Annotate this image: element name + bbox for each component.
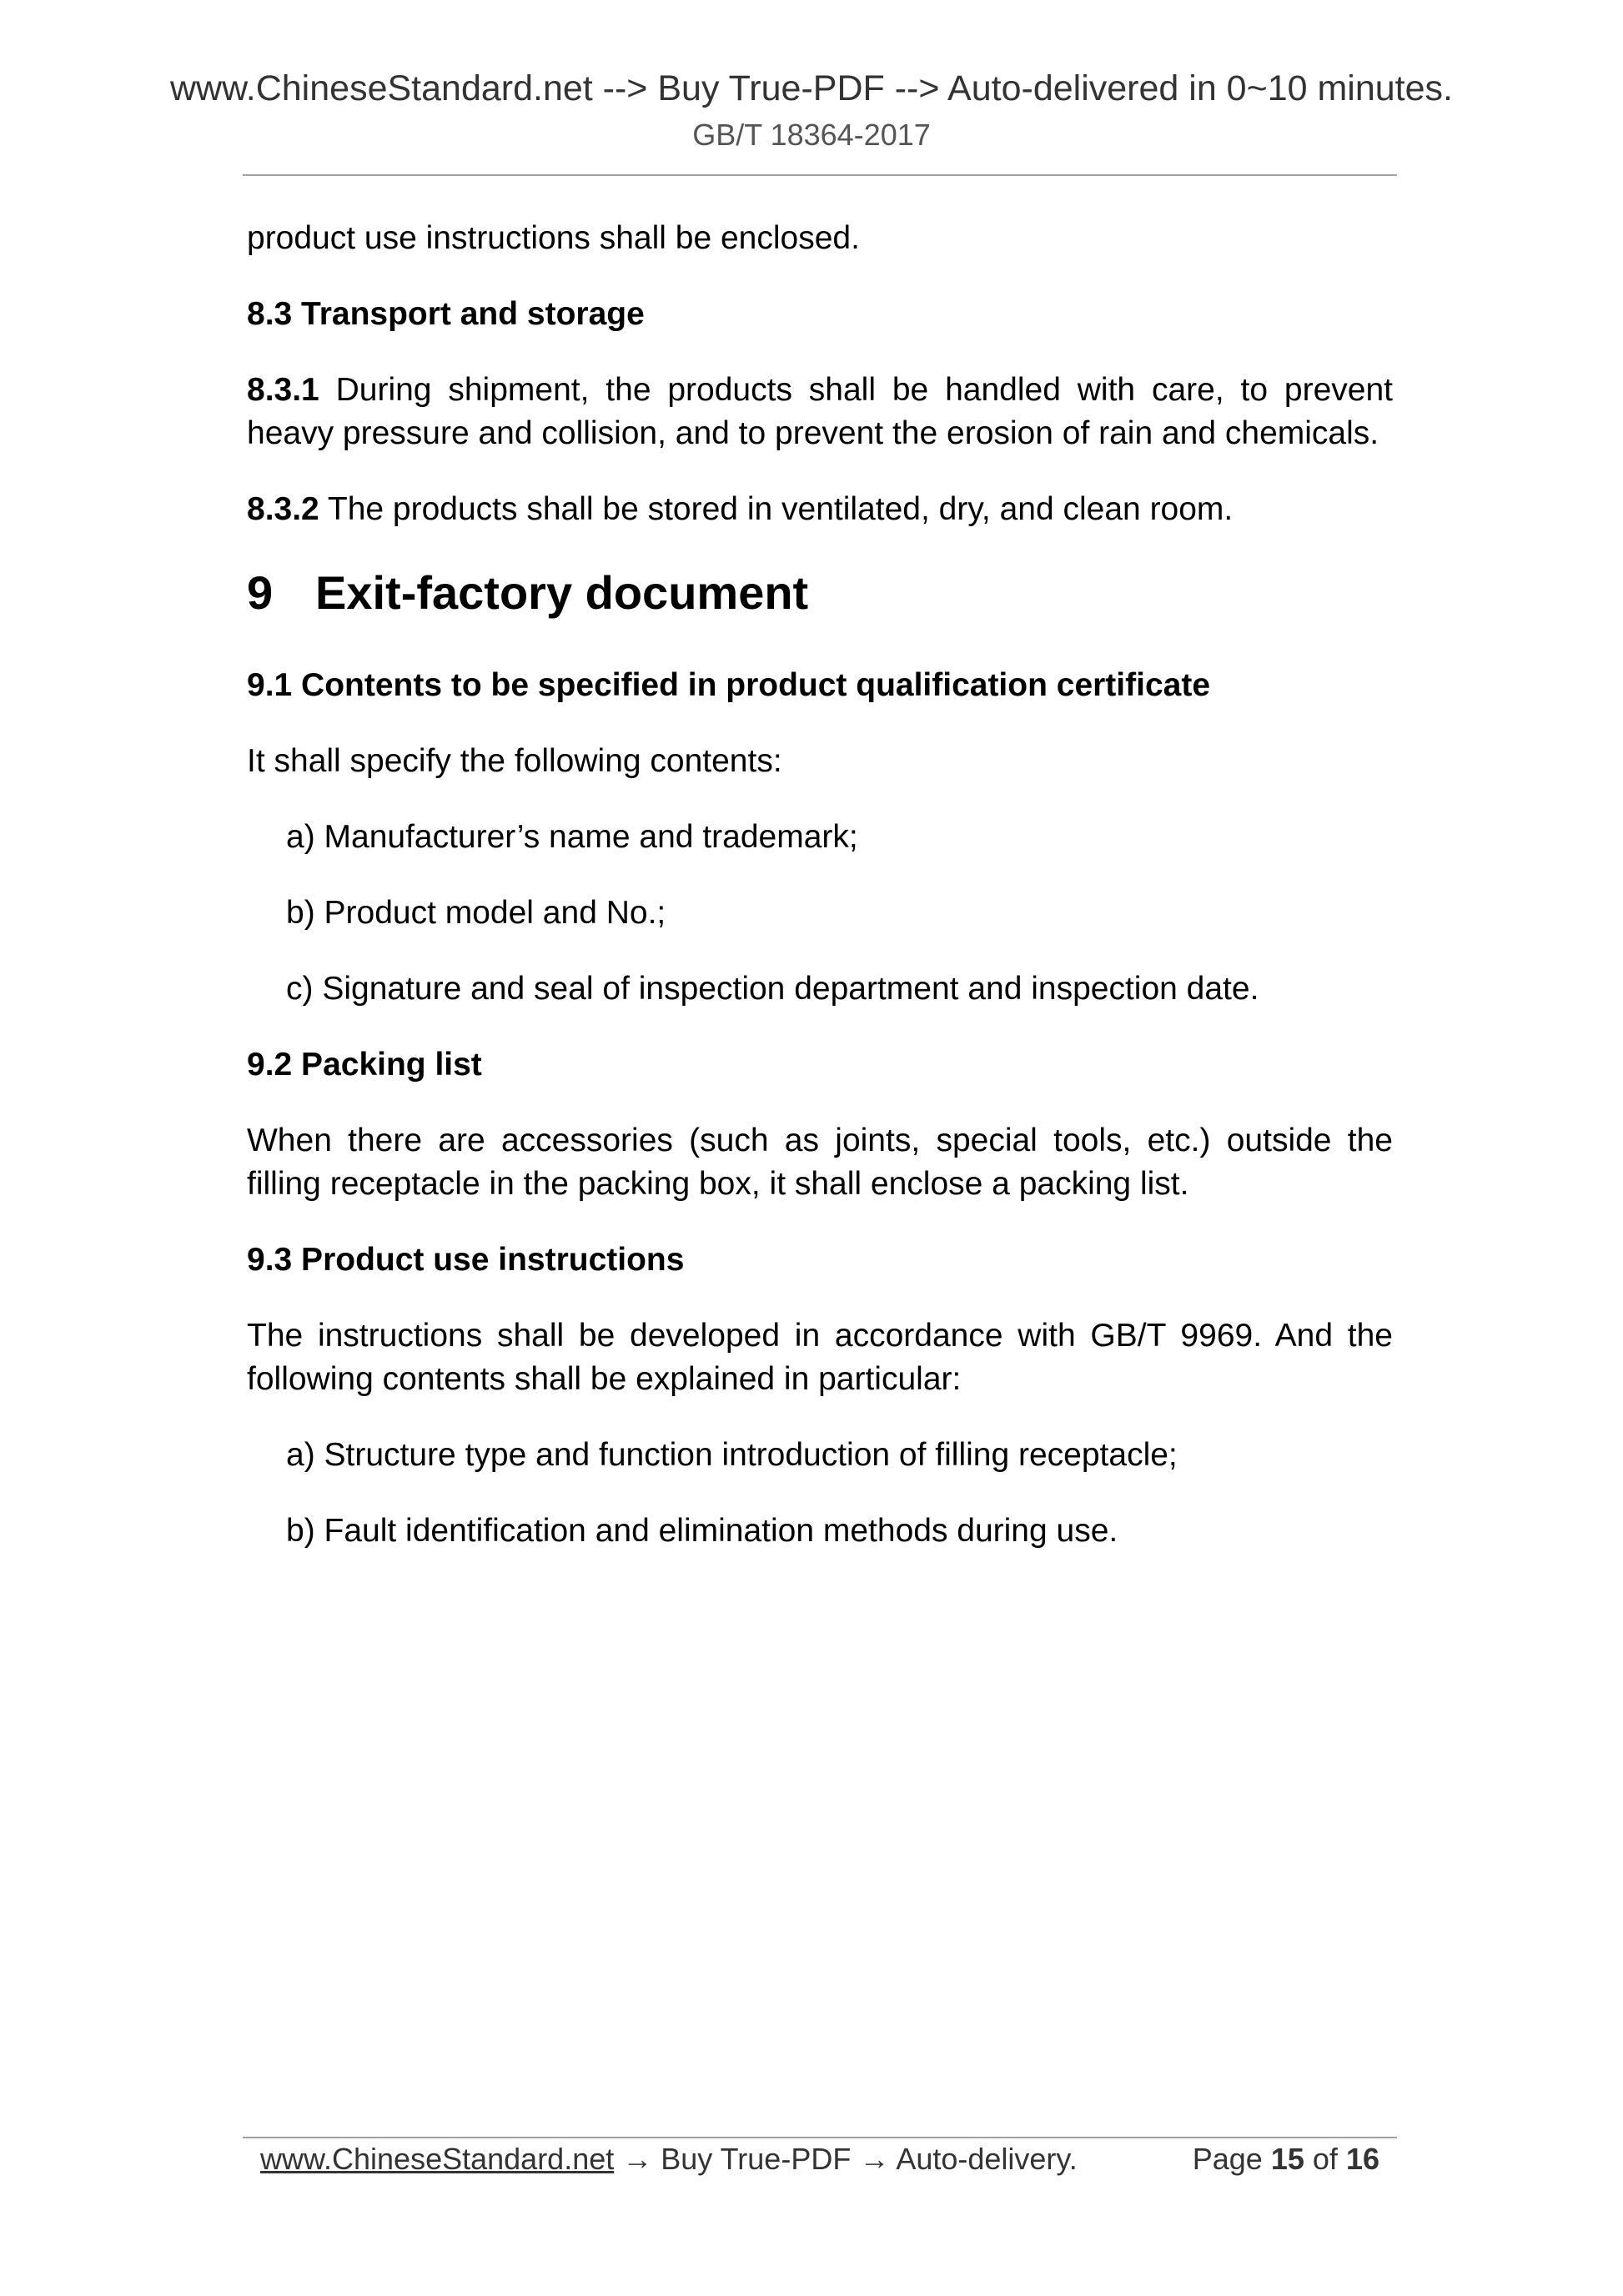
footer-tagline: → Buy True-PDF → Auto-delivery.	[614, 2142, 1078, 2176]
section-9-2-text: When there are accessories (such as joints, special tools, etc.) outside the filling receptacle in the packing box, it shall enclose a packing list.	[247, 1123, 1393, 1202]
list-item: b) Product model and No.;	[286, 895, 666, 931]
list-item: b) Fault identification and elimination methods during use.	[286, 1513, 1118, 1549]
intro-fragment: product use instructions shall be enclosed.	[247, 220, 860, 256]
standard-code: GB/T 18364-2017	[692, 118, 931, 152]
footer-site-link[interactable]: www.ChineseStandard.net	[260, 2142, 615, 2176]
section-9-3-heading: 9.3 Product use instructions	[247, 1242, 685, 1278]
page-label: Page	[1192, 2142, 1263, 2176]
page-footer	[260, 2138, 1386, 2181]
clause-number: 8.3.2	[247, 491, 319, 527]
header-banner: www.ChineseStandard.net --> Buy True-PDF --> Auto-delivered in 0~10 minutes.	[169, 68, 1453, 108]
chapter-title: Exit-factory document	[315, 566, 809, 619]
clause-number: 8.3.1	[247, 372, 319, 408]
page-of: of	[1312, 2142, 1338, 2176]
section-9-1-lead: It shall specify the following contents:	[247, 743, 782, 779]
clause-8-3-1	[247, 369, 1393, 455]
section-9-2-heading: 9.2 Packing list	[247, 1047, 482, 1083]
list-item: a) Manufacturer’s name and trademark;	[286, 819, 858, 855]
chapter-number: 9	[247, 566, 274, 619]
page-current: 15	[1270, 2142, 1304, 2176]
list-item: c) Signature and seal of inspection department and inspection date.	[286, 971, 1259, 1007]
list-item: a) Structure type and function introduction of filling receptacle;	[286, 1437, 1178, 1473]
document-body	[247, 217, 1393, 1585]
chapter-9-heading	[247, 564, 1393, 622]
section-8-3-heading: 8.3 Transport and storage	[247, 296, 645, 332]
page-total: 16	[1345, 2142, 1379, 2176]
clause-text: The products shall be stored in ventilated, dry, and clean room.	[319, 491, 1234, 527]
clause-text: During shipment, the products shall be handled with care, to prevent heavy pressure and collision, and to prevent the erosion of rain and chemicals.	[247, 372, 1393, 451]
section-9-1-heading: 9.1 Contents to be specified in product qualification certificate	[247, 667, 1211, 703]
page-number	[1193, 2138, 1379, 2181]
section-9-3-text: The instructions shall be developed in accordance with GB/T 9969. And the following contents shall be explained in particular:	[247, 1318, 1393, 1397]
header-divider	[243, 174, 1397, 176]
clause-8-3-2	[247, 488, 1393, 531]
